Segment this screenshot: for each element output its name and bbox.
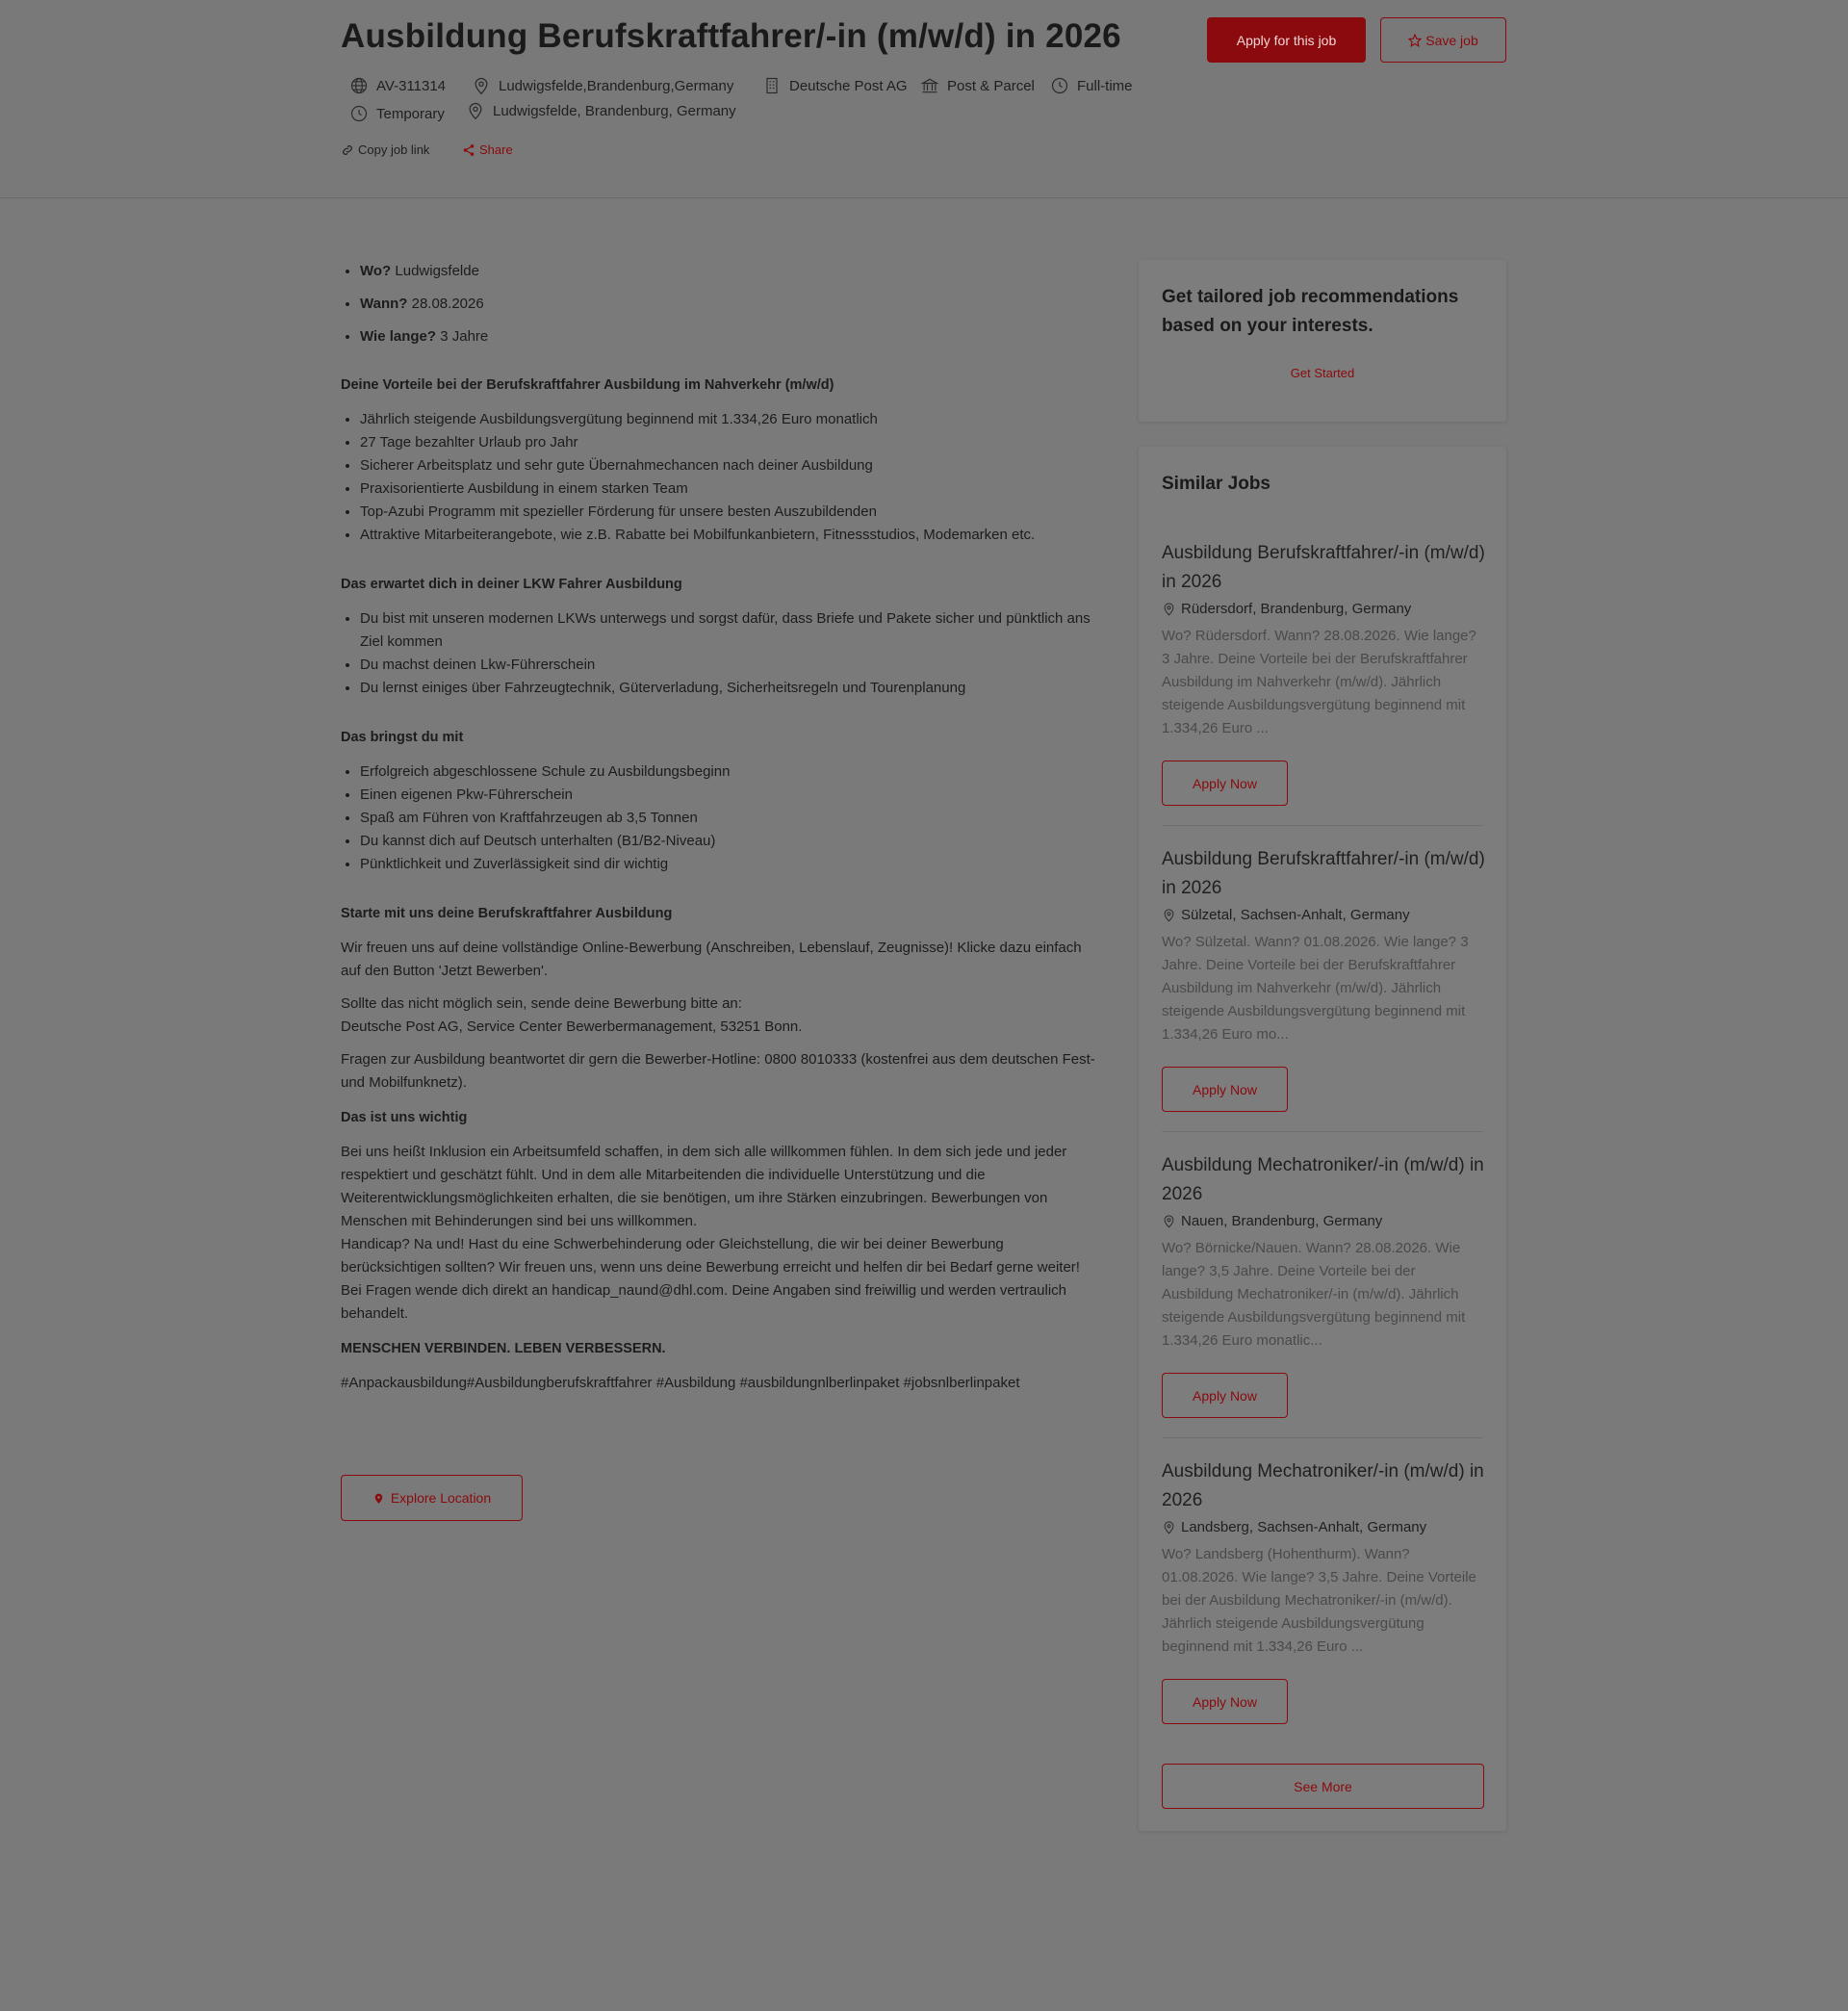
page-title: Ausbildung Berufskraftfahrer/-in (m/w/d) in 2026 <box>341 17 1121 55</box>
divider <box>1162 1437 1483 1438</box>
apply-now-button[interactable]: Apply Now <box>1162 1679 1288 1724</box>
building-icon <box>762 76 782 95</box>
similar-job-location: Nauen, Brandenburg, Germany <box>1162 1213 1485 1229</box>
hashtags: #Anpackausbildung#Ausbildungberufskraftfahrer #Ausbildung #ausbildungnlberlinpaket #jobsnlberlinpaket <box>341 1375 1020 1391</box>
clock-icon <box>1050 76 1069 95</box>
list-item: • Du kannst dich auf Deutsch unterhalten (B1/B2-Niveau) <box>360 830 1101 853</box>
benefits-list <box>341 408 1101 547</box>
list-item: • Jährlich steigende Ausbildungsvergütung beginnend mit 1.334,26 Euro monatlich <box>360 408 1101 431</box>
apply-now-button[interactable]: Apply Now <box>1162 761 1288 806</box>
similar-job-description: Wo? Sülzetal. Wann? 01.08.2026. Wie lange? 3 Jahre. Deine Vorteile bei der Berufskraftfahrer Ausbildung im Nahverkehr (m/w/d). Jährlich steigende Ausbildungsvergütung beginnend mit 1.334,26 Euro mo... <box>1162 934 1469 1043</box>
explore-location-button[interactable] <box>341 1475 523 1521</box>
list-item: • Erfolgreich abgeschlossene Schule zu Ausbildungsbeginn <box>360 761 1101 784</box>
link-icon <box>341 143 354 157</box>
similar-job-card <box>1162 1151 1485 1402</box>
divider <box>1162 825 1483 826</box>
paragraph: Bei uns heißt Inklusion ein Arbeitsumfeld schaffen, in dem sich alle willkommen fühlen. In dem sich jede und jeder respektiert und geschätzt fühlt. Und in dem alle Mitarbeitenden die individuelle Unterstützung und die Weiterentwicklungsmöglichkeiten erhalten, die sie benötigen, um ihre Stärken einzubringen. Bewerbungen von Menschen mit Behinderungen sind bei uns willkommen. <box>341 1144 1067 1229</box>
list-item: • Praxisorientierte Ausbildung in einem starken Team <box>360 477 1101 501</box>
see-more-button[interactable]: See More <box>1162 1764 1484 1809</box>
slogan: MENSCHEN VERBINDEN. LEBEN VERBESSERN. <box>341 1341 666 1356</box>
location-pin-icon <box>1162 1214 1176 1228</box>
similar-job-description: Wo? Landsberg (Hohenthurm). Wann? 01.08.2026. Wie lange? 3,5 Jahre. Deine Vorteile bei der Ausbildung Mechatroniker/-in (m/w/d). Jährlich steigende Ausbildungsvergütung beginnend mit 1.334,26 Euro ... <box>1162 1546 1476 1655</box>
similar-job-card <box>1162 1457 1485 1708</box>
apply-for-job-button[interactable]: Apply for this job <box>1207 17 1366 63</box>
paragraph: Fragen zur Ausbildung beantwortet dir gern die Bewerber-Hotline: 0800 8010333 (kostenfrei aus dem deutschen Fest- und Mobilfunknetz). <box>341 1051 1095 1091</box>
paragraph: Deutsche Post AG, Service Center Bewerbermanagement, 53251 Bonn. <box>341 1018 803 1035</box>
globe-icon <box>349 76 369 95</box>
location-pin-icon <box>1162 1520 1176 1534</box>
recommendation-title: Get tailored job recommendations based on your interests. <box>1162 287 1459 336</box>
clock-icon <box>349 104 369 123</box>
similar-job-card <box>1162 539 1485 789</box>
list-item: • Sicherer Arbeitsplatz und sehr gute Übernahmechancen nach deiner Ausbildung <box>360 454 1101 477</box>
list-item: • Du machst deinen Lkw-Führerschein <box>360 654 1101 677</box>
meta-location-full: Ludwigsfelde, Brandenburg, Germany <box>466 101 736 120</box>
list-item: • Wann? 28.08.2026 <box>360 293 1101 316</box>
similar-job-title[interactable]: Ausbildung Mechatroniker/-in (m/w/d) in 2026 <box>1162 1155 1484 1204</box>
meta-company: Deutsche Post AG <box>762 76 908 95</box>
similar-job-description: Wo? Börnicke/Nauen. Wann? 28.08.2026. Wie lange? 3,5 Jahre. Deine Vorteile bei der Ausbildung Mechatroniker/-in (m/w/d). Jährlich steigende Ausbildungsvergütung beginnend mit 1.334,26 Euro monatlic... <box>1162 1240 1466 1349</box>
similar-job-title[interactable]: Ausbildung Berufskraftfahrer/-in (m/w/d) in 2026 <box>1162 849 1485 898</box>
save-job-label: Save job <box>1425 32 1478 48</box>
job-description <box>341 260 1101 1395</box>
star-icon <box>1408 34 1422 47</box>
meta-location: Ludwigsfelde,Brandenburg,Germany <box>472 76 733 95</box>
list-item: • Spaß am Führen von Kraftfahrzeugen ab 3,5 Tonnen <box>360 807 1101 830</box>
apply-now-button[interactable]: Apply Now <box>1162 1067 1288 1112</box>
divider <box>1162 1131 1483 1132</box>
similar-job-card <box>1162 845 1485 1096</box>
similar-job-location: Rüdersdorf, Brandenburg, Germany <box>1162 601 1485 617</box>
list-item: • 27 Tage bezahlter Urlaub pro Jahr <box>360 431 1101 454</box>
copy-job-link[interactable]: Copy job link <box>341 142 429 157</box>
facts-list <box>341 260 1101 348</box>
recommendation-card <box>1139 260 1506 422</box>
similar-jobs-title: Similar Jobs <box>1162 474 1270 494</box>
bank-icon <box>920 76 939 95</box>
share-icon <box>462 143 475 157</box>
location-pin-icon <box>472 76 491 95</box>
requirements-list <box>341 761 1101 876</box>
list-item: • Du bist mit unseren modernen LKWs unterwegs und sorgst dafür, dass Briefe und Pakete sicher und pünktlich ans Ziel kommen <box>360 607 1101 654</box>
explore-location-label: Explore Location <box>390 1490 492 1506</box>
location-pin-icon <box>466 101 485 120</box>
section-heading: Das bringst du mit <box>341 730 464 745</box>
meta-category: Post & Parcel <box>920 76 1035 95</box>
list-item: • Wie lange? 3 Jahre <box>360 325 1101 348</box>
list-item: • Wo? Ludwigsfelde <box>360 260 1101 283</box>
meta-job-id: AV-311314 <box>349 76 446 95</box>
paragraph: Sollte das nicht möglich sein, sende deine Bewerbung bitte an: <box>341 995 742 1012</box>
similar-jobs-panel <box>1139 447 1506 1831</box>
get-started-link[interactable]: Get Started <box>1290 366 1355 380</box>
section-heading: Das erwartet dich in deiner LKW Fahrer Ausbildung <box>341 577 682 592</box>
section-heading: Deine Vorteile bei der Berufskraftfahrer Ausbildung im Nahverkehr (m/w/d) <box>341 377 834 393</box>
section-heading: Starte mit uns deine Berufskraftfahrer Ausbildung <box>341 906 673 921</box>
similar-job-description: Wo? Rüdersdorf. Wann? 28.08.2026. Wie lange? 3 Jahre. Deine Vorteile bei der Berufskraftfahrer Ausbildung im Nahverkehr (m/w/d). Jährlich steigende Ausbildungsvergütung beginnend mit 1.334,26 Euro ... <box>1162 628 1476 736</box>
meta-schedule: Full-time <box>1050 76 1133 95</box>
meta-contract: Temporary <box>349 104 445 123</box>
list-item: • Pünktlichkeit und Zuverlässigkeit sind dir wichtig <box>360 853 1101 876</box>
list-item: • Top-Azubi Programm mit spezieller Förderung für unsere besten Auszubildenden <box>360 501 1101 524</box>
job-header <box>0 0 1848 198</box>
paragraph: Wir freuen uns auf deine vollständige Online-Bewerbung (Anschreiben, Lebenslauf, Zeugnisse)! Klicke dazu einfach auf den Button 'Jetzt Bewerben'. <box>341 940 1082 979</box>
paragraph: Handicap? Na und! Hast du eine Schwerbehinderung oder Gleichstellung, die wir bei deiner Bewerbung berücksichtigen sollten? Wir freuen uns, wenn uns deine Bewerbung erreicht und helfen dir bei Bedarf gerne weiter! Bei Fragen wende dich direkt an handicap_naund@dhl.com. Deine Angaben sind freiwillig und werden vertraulich behandelt. <box>341 1236 1080 1322</box>
location-pin-icon <box>1162 602 1176 616</box>
location-pin-icon <box>1162 908 1176 922</box>
save-job-button[interactable] <box>1380 17 1506 63</box>
list-item: • Du lernst einiges über Fahrzeugtechnik, Güterverladung, Sicherheitsregeln und Tourenplanung <box>360 677 1101 700</box>
expect-list <box>341 607 1101 700</box>
location-pin-icon <box>372 1492 385 1505</box>
similar-job-title[interactable]: Ausbildung Mechatroniker/-in (m/w/d) in 2026 <box>1162 1461 1484 1510</box>
apply-now-button[interactable]: Apply Now <box>1162 1373 1288 1418</box>
list-item: • Einen eigenen Pkw-Führerschein <box>360 784 1101 807</box>
similar-job-location: Landsberg, Sachsen-Anhalt, Germany <box>1162 1519 1485 1535</box>
section-heading: Das ist uns wichtig <box>341 1110 468 1125</box>
share-link[interactable]: Share <box>462 142 513 157</box>
list-item: • Attraktive Mitarbeiterangebote, wie z.B. Rabatte bei Mobilfunkanbietern, Fitnessstudios, Modemarken etc. <box>360 524 1101 547</box>
similar-job-location: Sülzetal, Sachsen-Anhalt, Germany <box>1162 907 1485 923</box>
similar-job-title[interactable]: Ausbildung Berufskraftfahrer/-in (m/w/d) in 2026 <box>1162 543 1485 592</box>
